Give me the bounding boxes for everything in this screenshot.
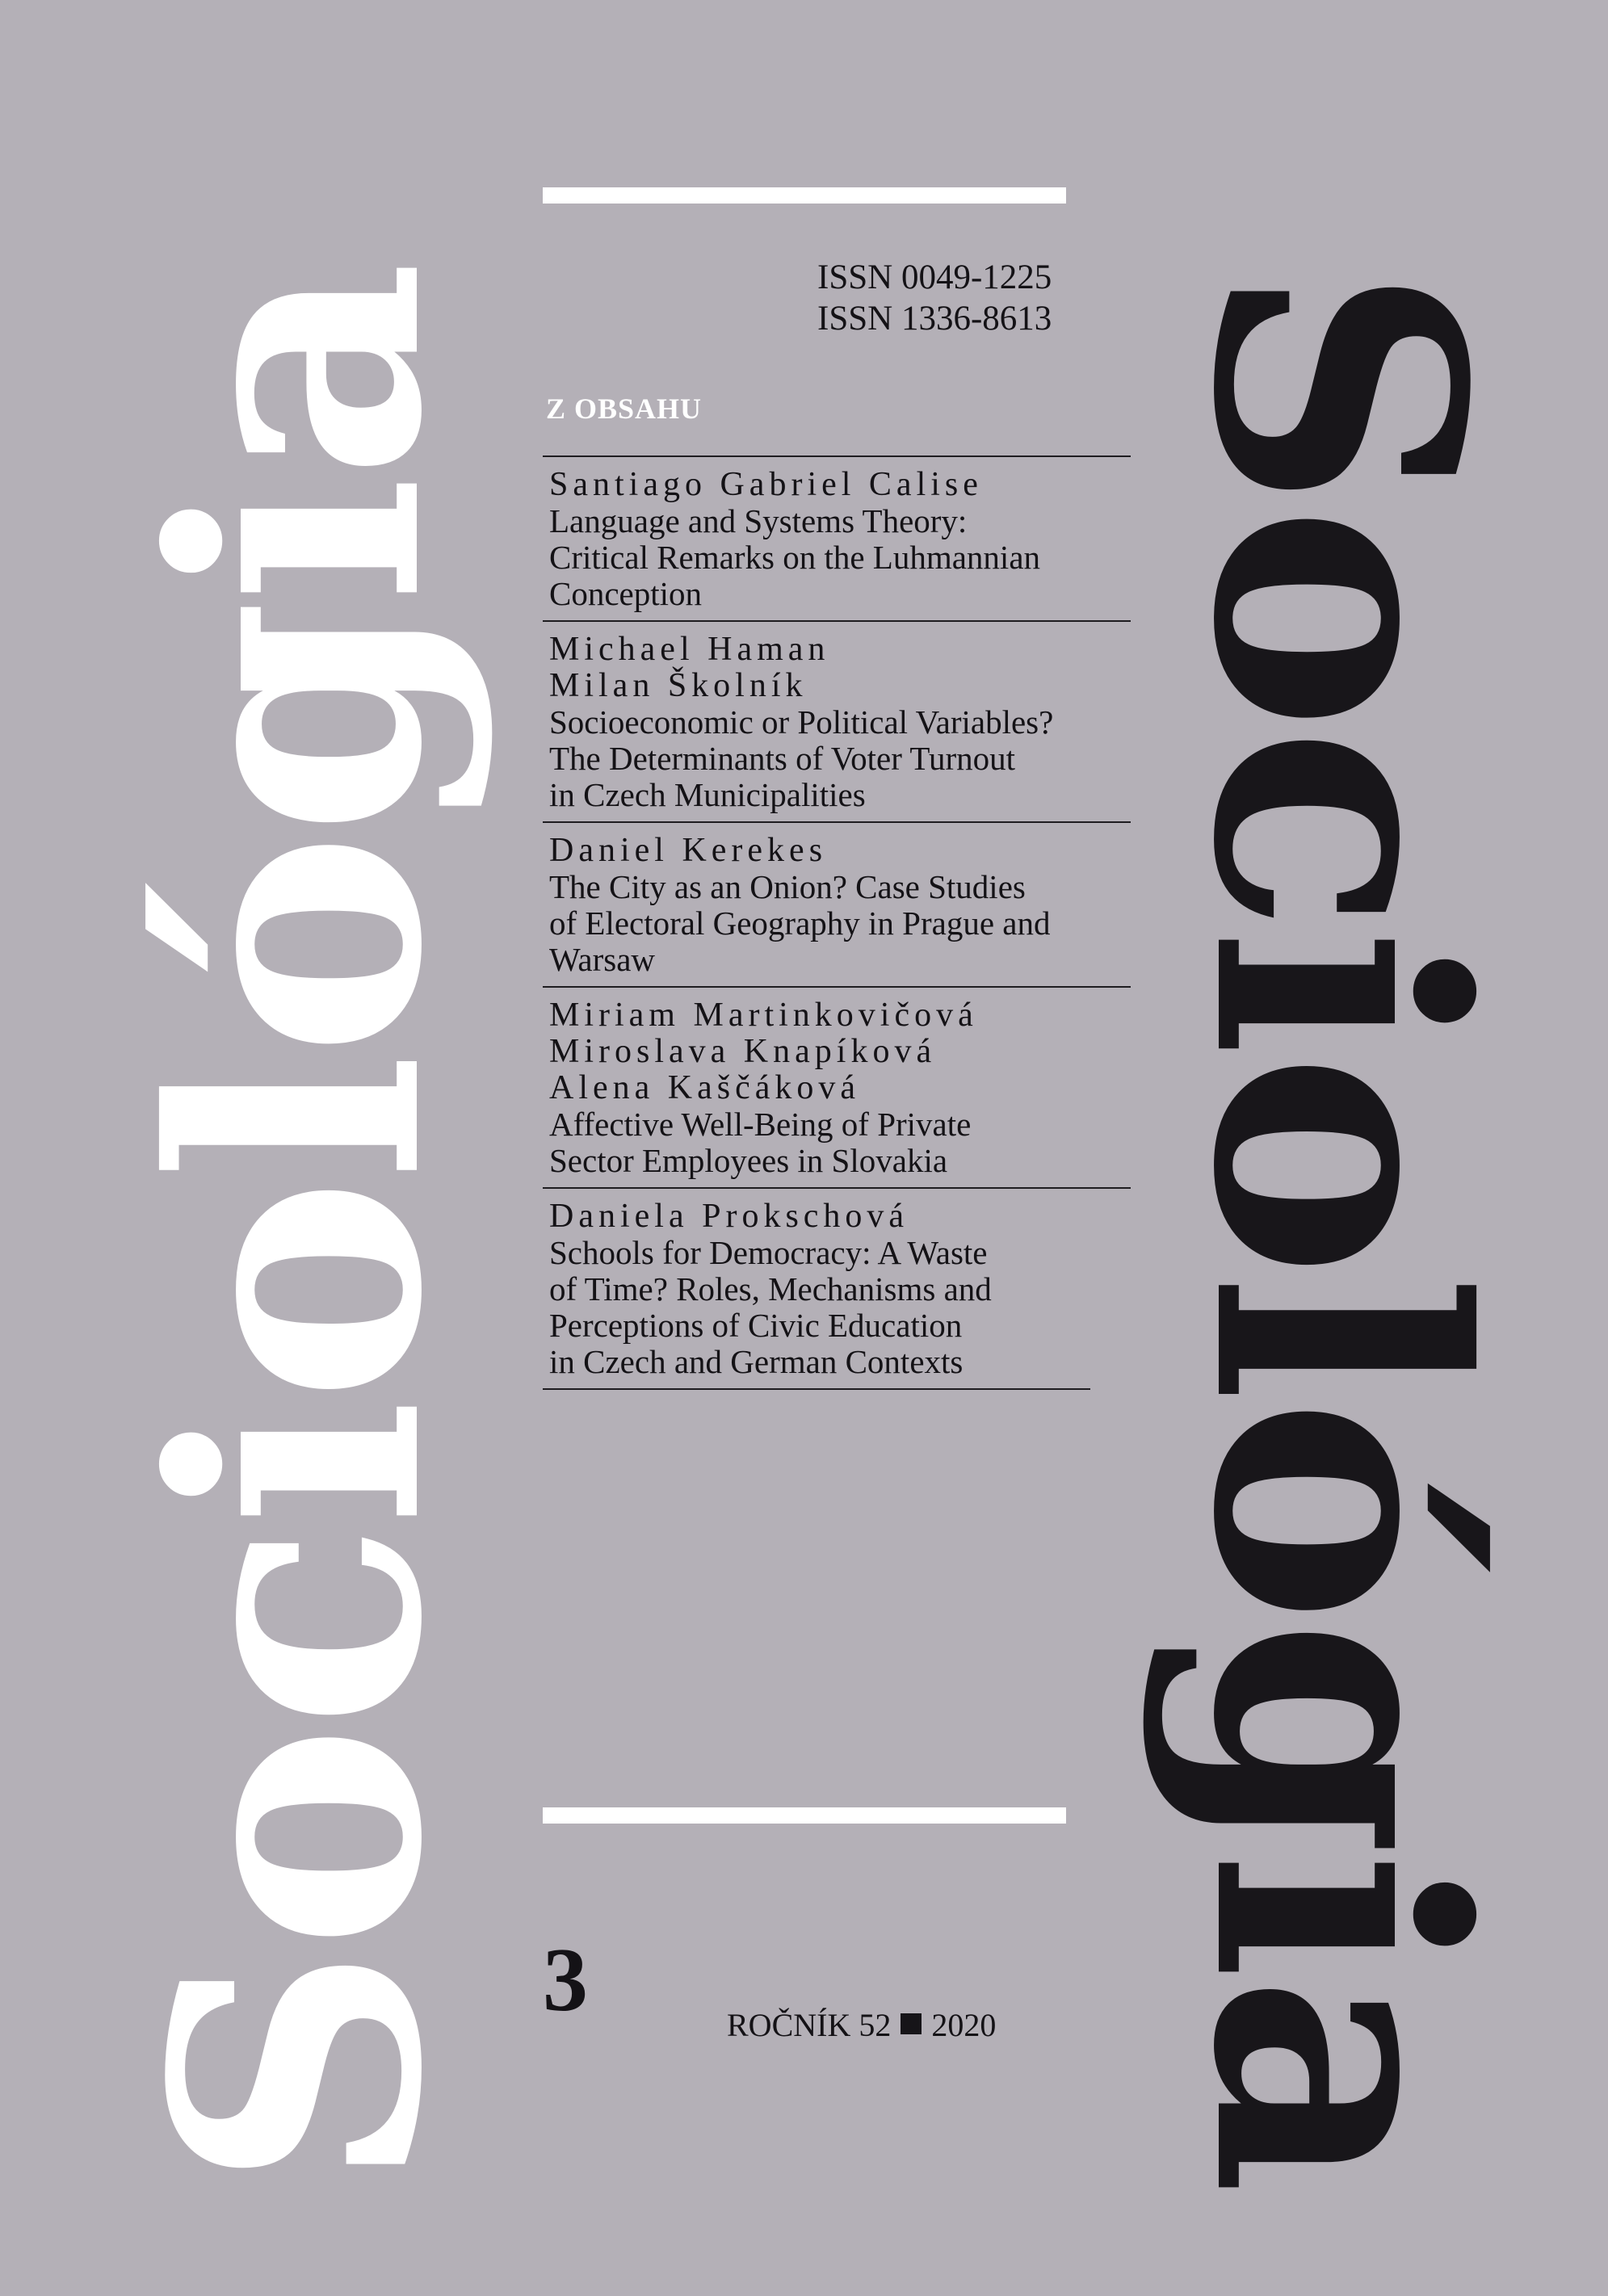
wordmark-right: Sociológia — [1138, 265, 1536, 2190]
article-title-line: Schools for Democracy: A Waste — [549, 1234, 988, 1271]
article-title-line: of Electoral Geography in Prague and — [549, 905, 1051, 942]
issue-number: 3 — [543, 1930, 588, 2030]
contents-heading: Z OBSAHU — [546, 392, 703, 425]
article-author: Santiago Gabriel Calise — [549, 466, 983, 503]
article-author: Daniela Prokschová — [549, 1198, 909, 1235]
article-title-line: Warsaw — [549, 941, 656, 978]
article-title-line: Conception — [549, 575, 703, 612]
article-title-line: Socioeconomic or Political Variables? — [549, 703, 1054, 741]
article-author: Daniel Kerekes — [549, 832, 828, 869]
article-author: Michael Haman — [549, 631, 830, 668]
square-separator-icon — [901, 2013, 922, 2034]
article-title-line: in Czech and German Contexts — [549, 1343, 964, 1380]
article-author: Alena Kaščáková — [549, 1069, 861, 1106]
article-title-line: Sector Employees in Slovakia — [549, 1142, 948, 1179]
article-title-line: of Time? Roles, Mechanisms and — [549, 1270, 992, 1308]
article-title-line: Critical Remarks on the Luhmannian — [549, 539, 1041, 576]
article-entry — [543, 622, 1131, 821]
top-white-bar — [543, 187, 1066, 204]
article-entry — [543, 457, 1131, 620]
article-title-line: Affective Well-Being of Private — [549, 1106, 972, 1143]
article-title-line: Perceptions of Civic Education — [549, 1307, 963, 1344]
year: 2020 — [931, 2007, 997, 2043]
article-title-line: The City as an Onion? Case Studies — [549, 868, 1026, 905]
article-title-line: in Czech Municipalities — [549, 776, 866, 813]
article-author: Miroslava Knapíková — [549, 1033, 937, 1070]
volume-label: ROČNÍK 52 — [727, 2007, 892, 2043]
issn-print: ISSN 0049-1225 — [817, 258, 1052, 296]
issn-online: ISSN 1336-8613 — [817, 300, 1052, 338]
article-author: Miriam Martinkovičová — [549, 997, 978, 1034]
wordmark-left: Sociológia — [99, 265, 498, 2190]
issn-block — [817, 257, 1157, 339]
article-entry — [543, 823, 1131, 986]
article-title-line: Language and Systems Theory: — [549, 502, 968, 539]
article-entry — [543, 1189, 1131, 1388]
bottom-white-bar — [543, 1807, 1066, 1824]
article-author: Milan Školník — [549, 667, 808, 704]
article-entry — [543, 988, 1131, 1187]
table-of-contents — [543, 455, 1131, 1390]
divider — [543, 1388, 1090, 1390]
article-title-line: The Determinants of Voter Turnout — [549, 740, 1016, 777]
volume-line — [727, 2009, 996, 2042]
